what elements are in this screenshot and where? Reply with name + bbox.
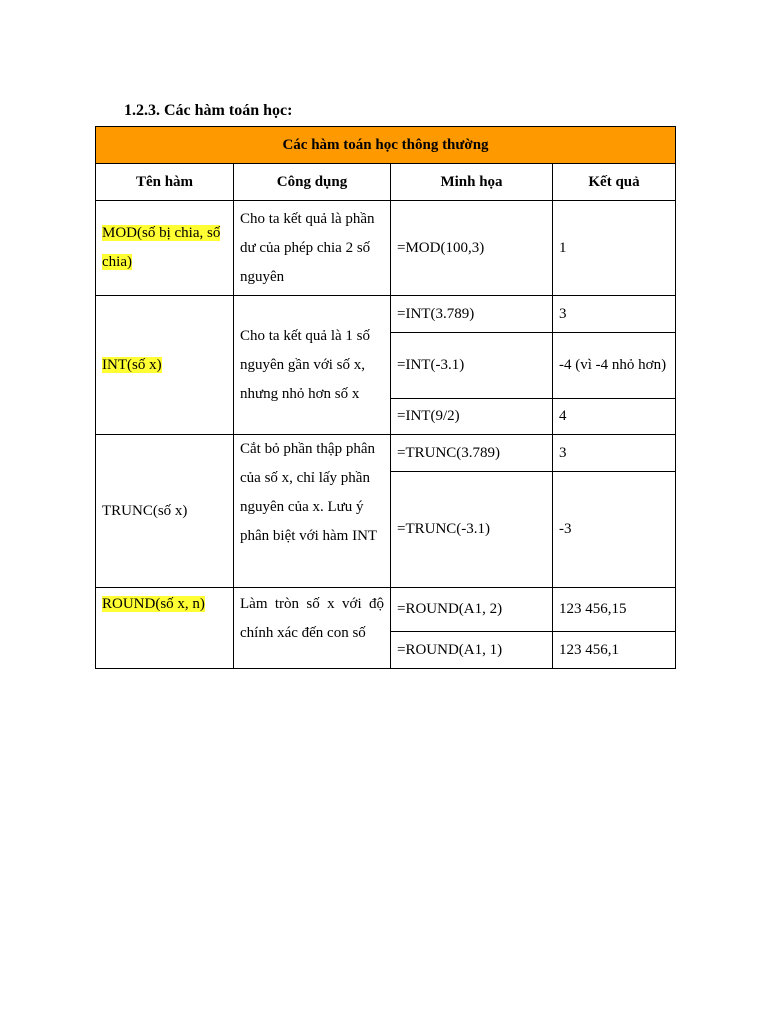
- description-cell: Cắt bỏ phần thập phân của số x, chỉ lấy phần nguyên của x. Lưu ý phân biệt với hàm INT: [234, 435, 391, 588]
- formula-cell: =ROUND(A1, 1): [391, 632, 553, 669]
- math-functions-table: [95, 126, 676, 669]
- section-heading: 1.2.3. Các hàm toán học:: [124, 102, 293, 119]
- table-row: [96, 296, 676, 333]
- formula-cell: =ROUND(A1, 2): [391, 588, 553, 632]
- table-title-row: [96, 127, 676, 164]
- formula-cell: =TRUNC(3.789): [391, 435, 553, 472]
- function-name-cell: [96, 296, 234, 435]
- header-minh-hoa: Minh họa: [391, 164, 553, 201]
- description-cell: Cho ta kết quả là 1 số nguyên gần với số x, nhưng nhỏ hơn số x: [234, 296, 391, 435]
- formula-cell: =MOD(100,3): [391, 201, 553, 296]
- result-cell: -4 (vì -4 nhỏ hơn): [553, 333, 676, 399]
- formula-cell: =TRUNC(-3.1): [391, 472, 553, 588]
- result-cell: 4: [553, 399, 676, 435]
- formula-cell: =INT(3.789): [391, 296, 553, 333]
- function-name: MOD(số bị chia, số chia): [102, 225, 221, 270]
- result-cell: 123 456,15: [553, 588, 676, 632]
- table-row: [96, 435, 676, 472]
- table-row: [96, 201, 676, 296]
- description-cell: Làm tròn số x với độ chính xác đến con số: [234, 588, 391, 669]
- function-name: ROUND(số x, n): [102, 596, 205, 612]
- result-cell: 3: [553, 435, 676, 472]
- result-cell: 1: [553, 201, 676, 296]
- table-row: [96, 588, 676, 632]
- function-name: INT(số x): [102, 356, 162, 373]
- table-title: Các hàm toán học thông thường: [96, 127, 676, 164]
- header-ket-qua: Kết quả: [553, 164, 676, 201]
- function-name-cell: [96, 201, 234, 296]
- function-name-cell: TRUNC(số x): [96, 435, 234, 588]
- result-cell: 3: [553, 296, 676, 333]
- result-cell: -3: [553, 472, 676, 588]
- function-name-cell: [96, 588, 234, 669]
- formula-cell: =INT(9/2): [391, 399, 553, 435]
- table-header-row: [96, 164, 676, 201]
- header-ten-ham: Tên hàm: [96, 164, 234, 201]
- description-cell: Cho ta kết quả là phần dư của phép chia 2 số nguyên: [234, 201, 391, 296]
- result-cell: 123 456,1: [553, 632, 676, 669]
- formula-cell: =INT(-3.1): [391, 333, 553, 399]
- header-cong-dung: Công dụng: [234, 164, 391, 201]
